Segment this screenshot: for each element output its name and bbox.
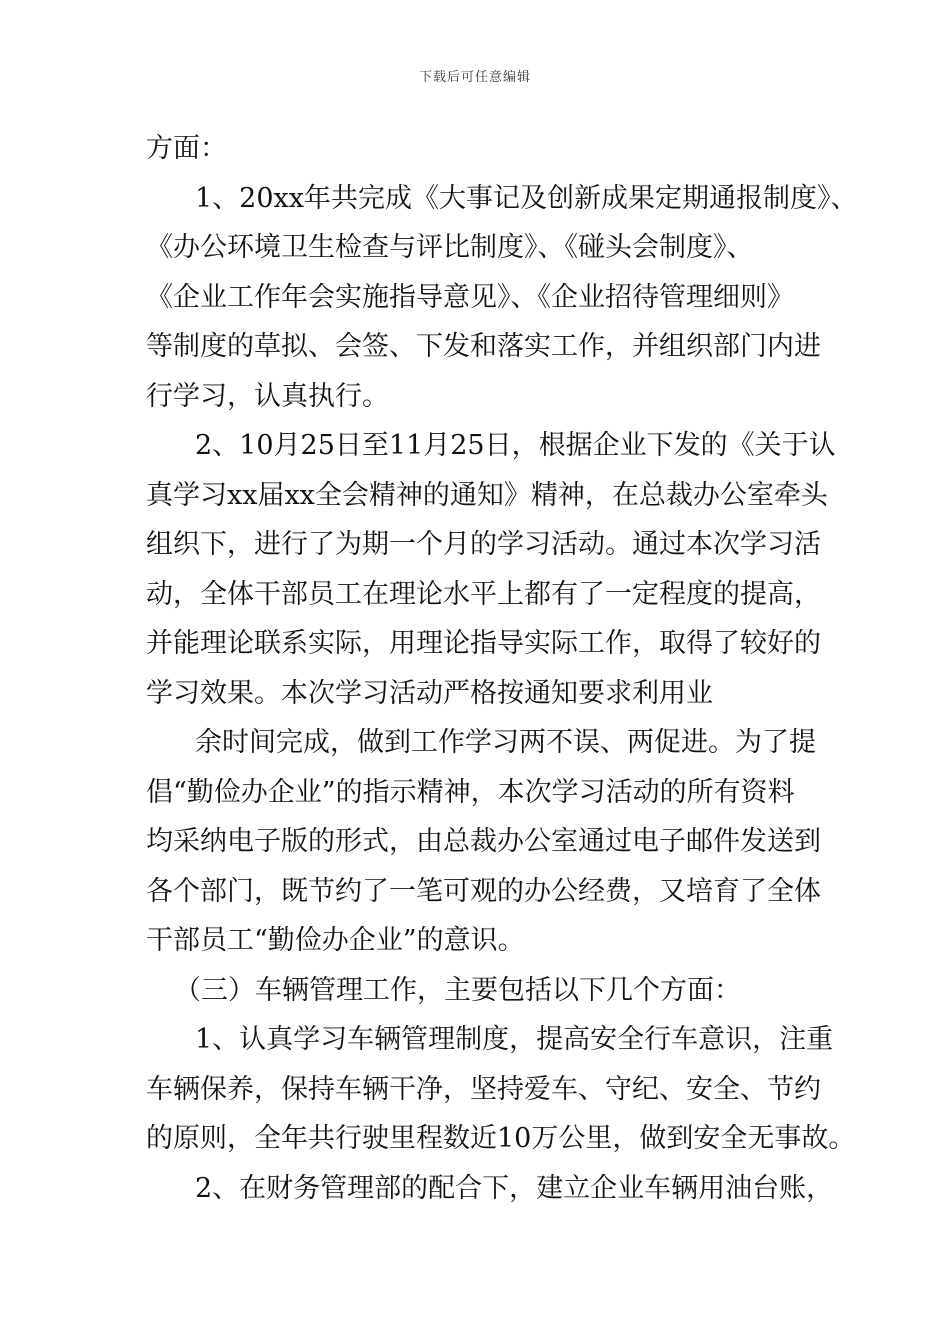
document-body <box>146 124 858 1213</box>
text-line: 组织下，进行了为期一个月的学习活动。通过本次学习活 <box>146 529 821 560</box>
text-line: 行学习，认真执行。 <box>146 380 389 412</box>
text-line: 2、在财务管理部的配合下，建立企业车辆用油台账， <box>195 1172 834 1204</box>
text-line: 动，全体干部员工在理论水平上都有了一定程度的提高， <box>146 578 821 610</box>
header-note: 下载后可任意编辑 <box>418 70 531 85</box>
text-line: 2、10月25日至11月25日，根据企业下发的《关于认 <box>195 430 836 461</box>
text-line: 1、20xx年共完成《大事记及创新成果定期通报制度》、 <box>195 182 858 214</box>
text-line: 《企业工作年会实施指导意见》、《企业招待管理细则》 <box>146 281 794 313</box>
text-line: 并能理论联系实际，用理论指导实际工作，取得了较好的 <box>146 628 821 659</box>
text-line: 余时间完成，做到工作学习两不误、两促进。为了提 <box>195 727 816 758</box>
text-line: 的原则，全年共行驶里程数近10万公里，做到安全无事故。 <box>146 1123 856 1154</box>
text-line: 等制度的草拟、会签、下发和落实工作，并组织部门内进 <box>146 331 821 362</box>
text-line: 1、认真学习车辆管理制度，提高安全行车意识，注重 <box>195 1024 834 1055</box>
text-line: 干部员工“勤俭办企业”的意识。 <box>146 925 525 956</box>
text-line: 《办公环境卫生检查与评比制度》、《碰头会制度》、 <box>146 232 754 263</box>
text-line: 方面： <box>146 133 227 164</box>
text-line: 车辆保养，保持车辆干净，坚持爱车、守纪、安全、节约 <box>146 1073 821 1105</box>
section-heading: （三）车辆管理工作，主要包括以下几个方面： <box>174 974 741 1006</box>
text-line: 学习效果。本次学习活动严格按通知要求利用业 <box>146 677 713 709</box>
text-line: 均采纳电子版的形式，由总裁办公室通过电子邮件发送到 <box>146 826 821 857</box>
text-line: 倡“勤俭办企业”的指示精神，本次学习活动的所有资料 <box>146 776 795 808</box>
text-line: 各个部门，既节约了一笔可观的办公经费，又培育了全体 <box>146 875 821 907</box>
text-line: 真学习xx届xx全会精神的通知》精神，在总裁办公室牵头 <box>146 479 828 511</box>
